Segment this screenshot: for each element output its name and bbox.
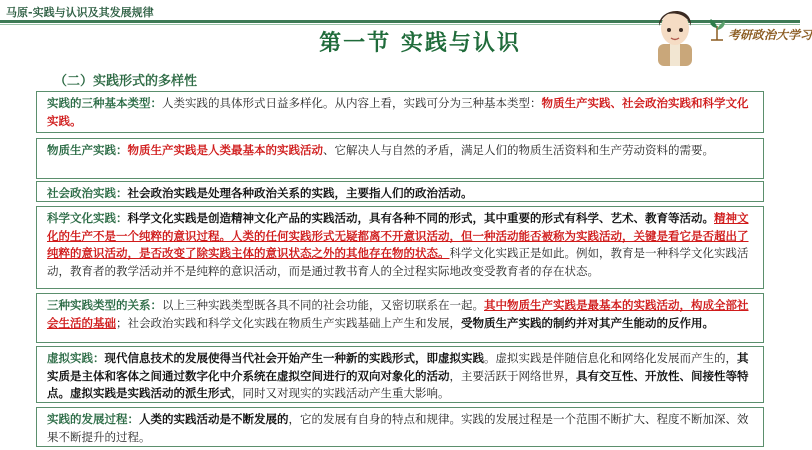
box-text: ，它的发展有自身的特点和规律。实践的发展过程是一个范围不断扩大、程度不断加深、效果不断提升的过程。	[47, 412, 749, 444]
box-heading: 实践的发展过程：	[47, 412, 139, 426]
box-bold-text: 其实质是主体和客体之间通过数字化中介系统在虚拟空间进行的双向对象化的活动	[47, 351, 749, 383]
content-box-material-production	[36, 138, 764, 179]
box-bold-text: 受物质生产实践的制约并对其产生能动的反作用。	[461, 315, 714, 330]
box-text: 人类实践的具体形式日益多样化。从内容上看，实践可分为三种基本类型：	[162, 96, 542, 110]
content-box-scientific-cultural	[36, 206, 764, 289]
box-heading: 科学文化实践：	[47, 211, 128, 225]
box-bold-text: 社会政治实践是处理各种政治关系的实践，主要指人们的政治活动。	[127, 186, 473, 200]
box-highlight: 其中物质生产实践是最基本的实践活动，构成全部社会生活的基础	[47, 298, 749, 330]
teacher-avatar-icon	[648, 0, 702, 66]
content-box-virtual-practice	[36, 346, 764, 403]
page-title: 第一节 实践与认识	[319, 31, 521, 56]
section-heading: （二）实践形式的多样性	[54, 74, 198, 89]
box-heading: 物质生产实践：	[47, 143, 128, 157]
box-heading: 三种实践类型的关系：	[47, 298, 162, 312]
course-label: 马原-实践与认识及其发展规律	[6, 6, 154, 19]
box-text: ；社会政治实践和科学文化实践在物质生产实践基础上产生和发展，	[116, 315, 461, 330]
box-bold-text: 科学文化实践是创造精神文化产品的实践活动，具有各种不同的形式，其中重要的形式有科学、艺术、教育等活动。	[127, 211, 714, 225]
box-text: ，同时又对现实的实践活动产生重大影响。	[231, 386, 450, 400]
box-bold-text: 现代信息技术的发展使得当代社会开始产生一种新的实践形式，即虚拟实践	[104, 351, 484, 365]
box-highlight: 精神文化的生产不是一个纯粹的意识过程。人类的任何实践形式无疑都离不开意识活动，但一种活动能否被称为实践活动，关键是看它是否超出了纯粹的意识活动，是否改变了除实践主体的意识状态之外的其他存在物的状态。	[47, 211, 749, 260]
box-text: 。虚拟实践是伴随信息化和网络化发展而产生的，	[484, 351, 737, 365]
logo-leaf-icon	[706, 18, 728, 42]
box-text: 科学文化实践正是如此。例如，教育是一种科学文化实践活动，教育者的教学活动并不是纯粹的意识活动，而是通过教书育人的全过程实际地改变受教育者的存在状态。	[47, 246, 749, 278]
box-bold-text: 具有交互性、开放性、间接性等特点。虚拟实践是实践活动的派生形式	[47, 368, 749, 400]
box-heading: 社会政治实践：	[47, 186, 128, 200]
header-bar	[0, 0, 812, 62]
content-box-development-process	[36, 407, 764, 447]
box-bold-text: 人类的实践活动是不断发展的	[139, 412, 289, 426]
box-text: 以上三种实践类型既各具不同的社会功能，又密切联系在一起。	[162, 298, 484, 312]
box-heading: 虚拟实践：	[47, 351, 105, 365]
content-box-relationship	[36, 293, 764, 343]
box-text: 、它解决人与自然的矛盾，满足人们的物质生活资料和生产劳动资料的需要。	[323, 143, 714, 157]
box-heading: 实践的三种基本类型：	[47, 96, 162, 110]
box-text: ，主要活跃于网络世界，	[449, 368, 576, 383]
box-highlight: 物质生产实践、社会政治实践和科学文化实践。	[47, 96, 749, 128]
content-box-social-political	[36, 181, 764, 202]
content-box-basic-types	[36, 91, 764, 133]
logo-text: 考研政治大学习	[728, 28, 812, 42]
box-highlight: 物质生产实践是人类最基本的实践活动	[127, 143, 323, 157]
